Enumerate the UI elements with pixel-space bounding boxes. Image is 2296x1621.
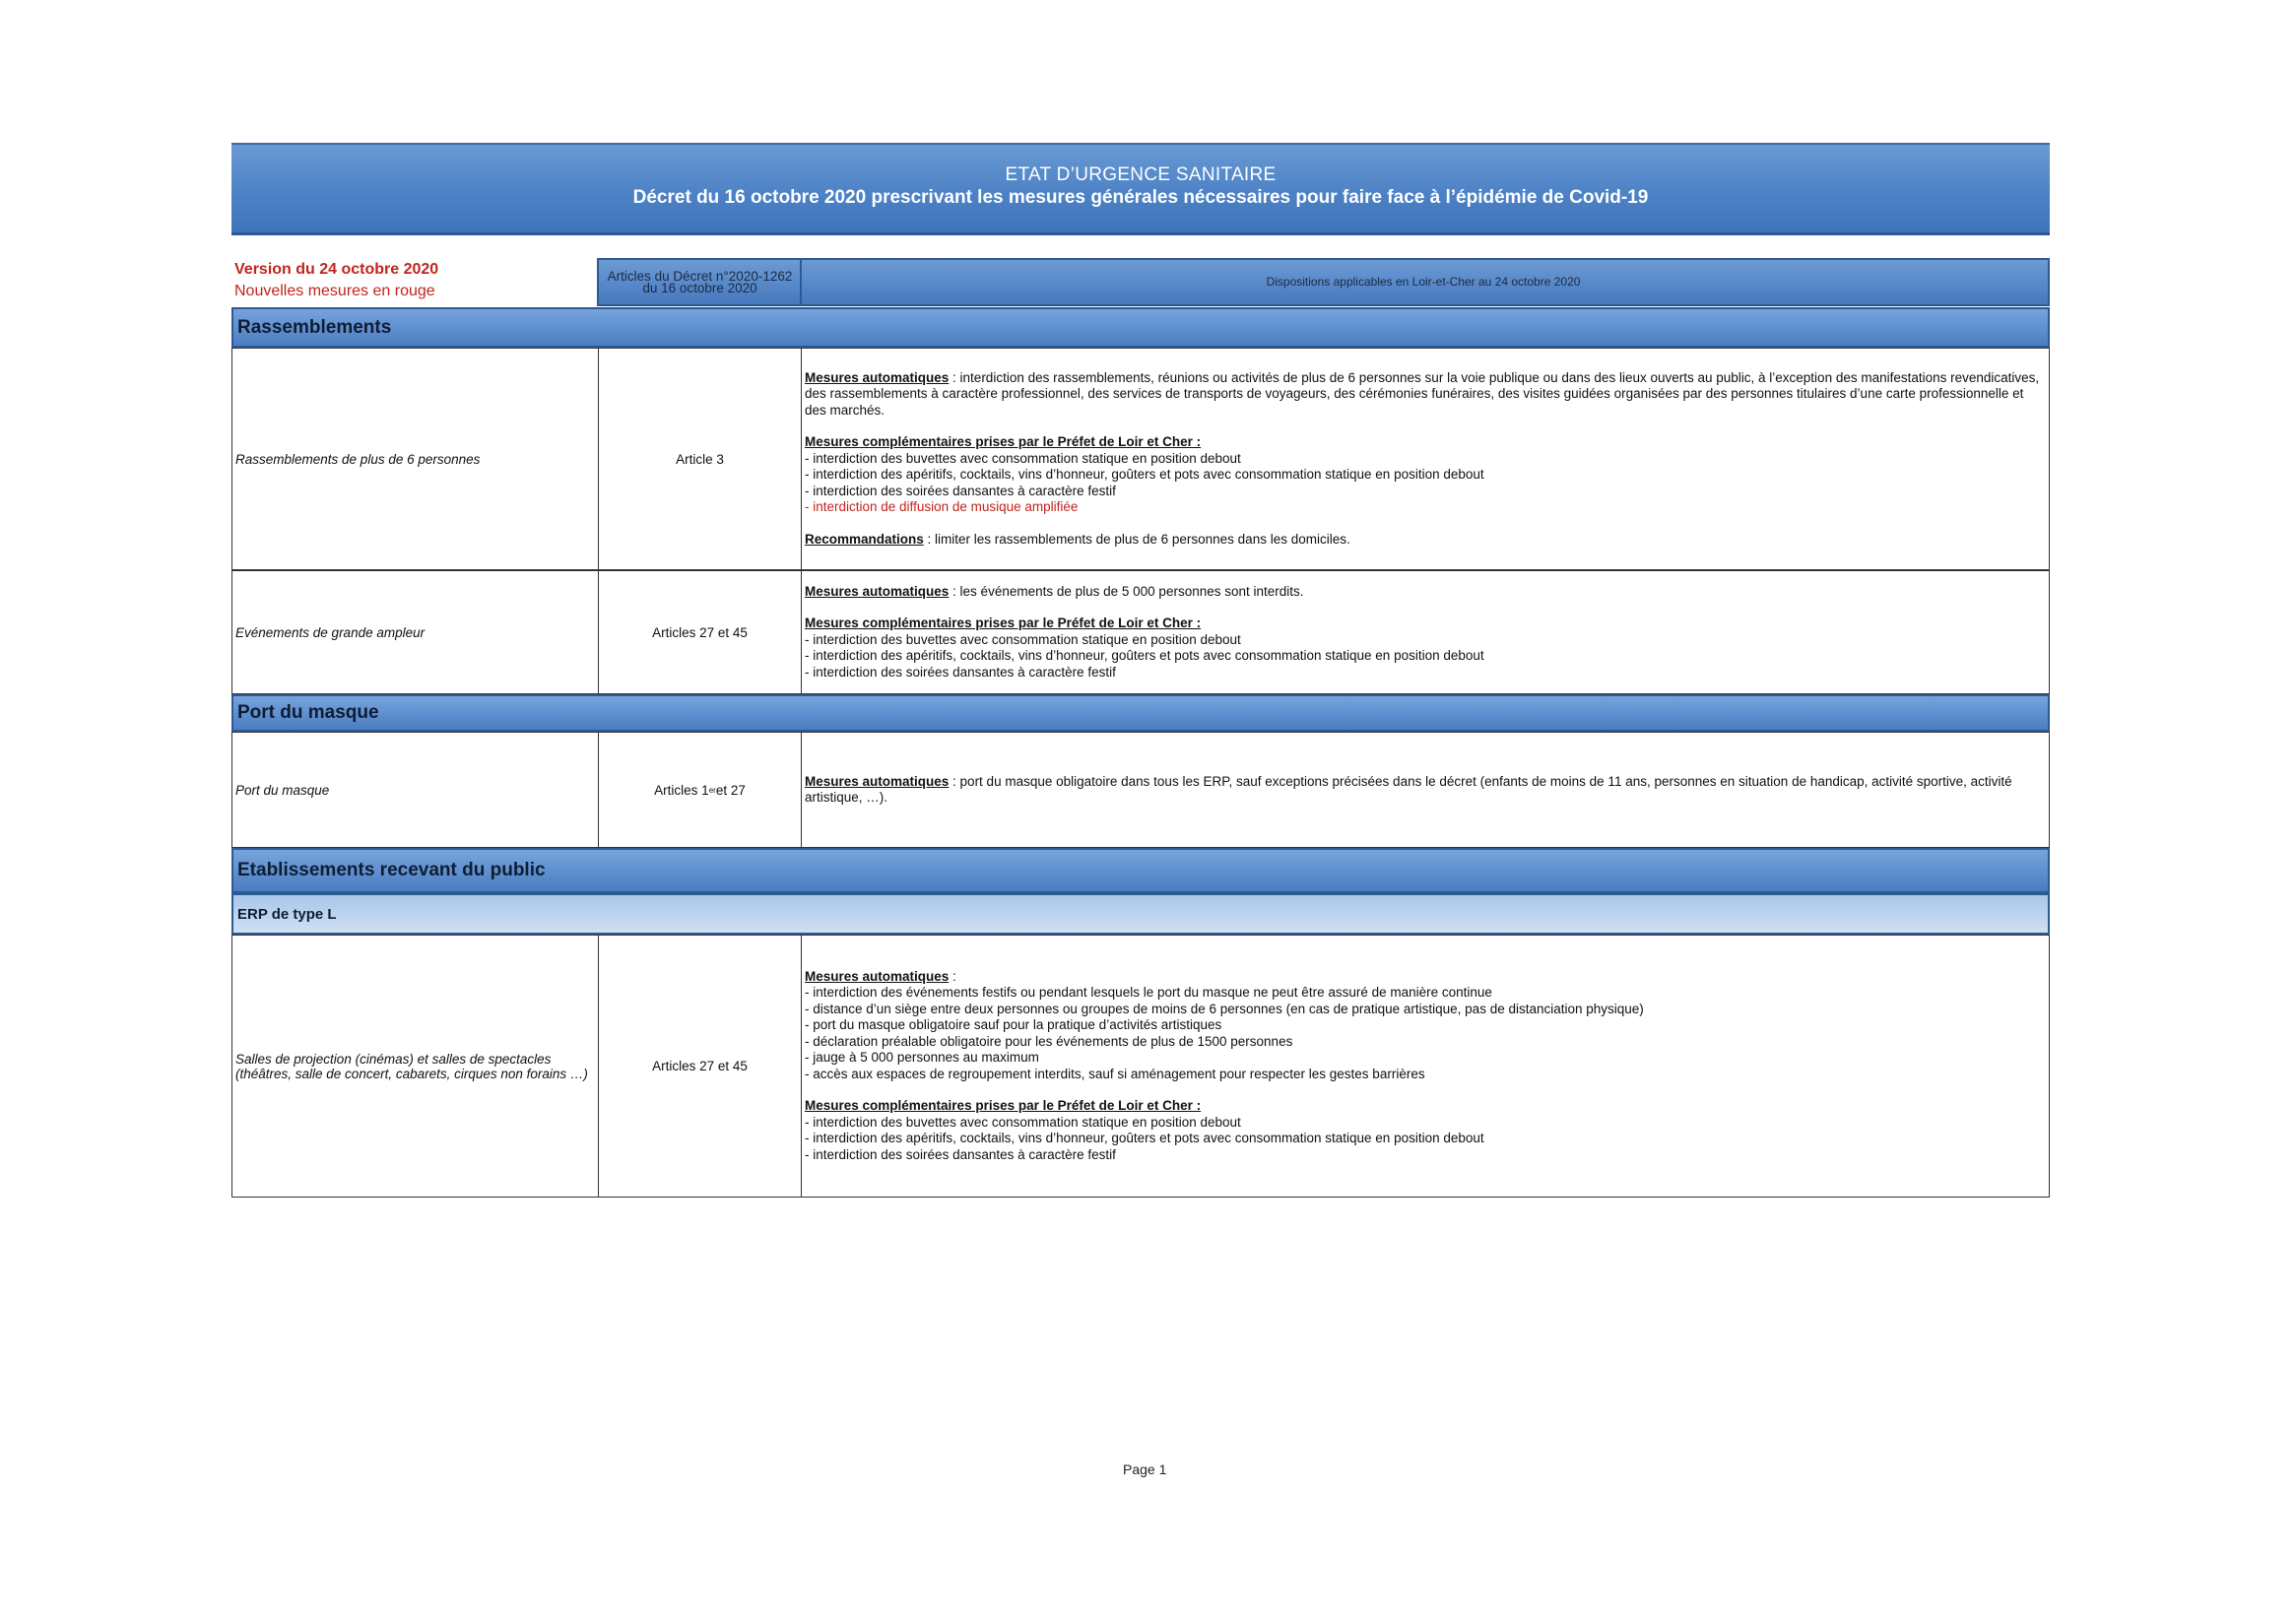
comp-item: - interdiction des apéritifs, cocktails, vins d’honneur, goûters et pots avec consommation statique en position debout (805, 1131, 1484, 1146)
version-date: Version du 24 octobre 2020 (234, 261, 439, 278)
comp-item: - interdiction des apéritifs, cocktails, vins d’honneur, goûters et pots avec consommation statique en position debout (805, 467, 1484, 483)
auto-item: - déclaration préalable obligatoire pour les événements de plus de 1500 personnes (805, 1033, 1293, 1049)
auto-measures-title: Mesures automatiques (805, 369, 950, 385)
comp-item: - interdiction des buvettes avec consommation statique en position debout (805, 631, 1241, 647)
row-label: Evénements de grande ampleur (232, 571, 599, 693)
section-port-masque: Port du masque (231, 694, 2050, 732)
row-dispositions (802, 571, 2049, 693)
table-row-port-masque (231, 732, 2050, 848)
recommendations-title: Recommandations (805, 531, 924, 547)
comp-item: - interdiction des buvettes avec consommation statique en position debout (805, 1114, 1241, 1130)
page-number: Page 1 (1123, 1461, 1167, 1477)
comp-item: - interdiction des soirées dansantes à caractère festif (805, 1146, 1116, 1162)
comp-item-new: - interdiction de diffusion de musique amplifiée (805, 499, 1079, 515)
auto-measures-text: : port du masque obligatoire dans tous les ERP, sauf exceptions précisées dans le décret (enfants de moins de 11 ans, personnes en situation de handicap, activité sportive, activité artistique, …). (805, 773, 2012, 805)
row-label: Port du masque (232, 733, 599, 847)
auto-measures-colon: : (949, 968, 956, 984)
header-articles: Articles du Décret n°2020-1262 du 16 octobre 2020 (597, 258, 802, 306)
auto-item: - port du masque obligatoire sauf pour la pratique d’activités artistiques (805, 1017, 1222, 1033)
auto-measures-text: : interdiction des rassemblements, réunions ou activités de plus de 6 personnes sur la voie publique ou dans des lieux ouverts au public, à l’exception des manifestations revendicatives, des rassemblements à caractère professionnel, des services de transports de voyageurs, des cérémonies funéraires, des visites guidées organisées par des personnes titulaires d’une carte professionnelle et des marchés. (805, 369, 2040, 418)
row-dispositions (802, 733, 2049, 847)
comp-item: - interdiction des buvettes avec consommation statique en position debout (805, 450, 1241, 466)
recommendations-text: : limiter les rassemblements de plus de 6 personnes dans les domiciles. (923, 531, 1350, 547)
row-article (599, 733, 802, 847)
comp-measures-title: Mesures complémentaires prises par le Préfet de Loir et Cher : (805, 1098, 1202, 1114)
article-suffix: et 27 (715, 782, 746, 798)
row-dispositions (802, 349, 2049, 569)
row-article: Articles 27 et 45 (599, 936, 802, 1197)
table-row-salles-spectacles (231, 935, 2050, 1198)
subsection-erp-type-l: ERP de type L (231, 893, 2050, 935)
auto-item: - interdiction des événements festifs ou pendant lesquels le port du masque ne peut être assuré de manière continue (805, 985, 1492, 1001)
comp-measures-title: Mesures complémentaires prises par le Préfet de Loir et Cher : (805, 616, 1202, 631)
auto-measures-title: Mesures automatiques (805, 583, 950, 599)
comp-item: - interdiction des soirées dansantes à caractère festif (805, 483, 1116, 498)
comp-item: - interdiction des apéritifs, cocktails, vins d’honneur, goûters et pots avec consommation statique en position debout (805, 648, 1484, 664)
auto-measures-text: : les événements de plus de 5 000 personnes sont interdits. (949, 583, 1304, 599)
comp-measures-title: Mesures complémentaires prises par le Préfet de Loir et Cher : (805, 434, 1202, 450)
row-article: Article 3 (599, 349, 802, 569)
article-prefix: Articles 1 (654, 782, 709, 798)
header-dispositions: Dispositions applicables en Loir-et-Cher au 24 octobre 2020 (800, 258, 2050, 306)
row-label: Rassemblements de plus de 6 personnes (232, 349, 599, 569)
auto-measures-title: Mesures automatiques (805, 968, 950, 984)
row-article: Articles 27 et 45 (599, 571, 802, 693)
banner-subtitle: Décret du 16 octobre 2020 prescrivant les mesures générales nécessaires pour faire face à l’épidémie de Covid-19 (632, 187, 1649, 208)
version-info (234, 259, 438, 302)
auto-measures-title: Mesures automatiques (805, 773, 950, 789)
auto-item: - accès aux espaces de regroupement interdits, sauf si aménagement pour respecter les gestes barrières (805, 1066, 1425, 1081)
table-row-evenements (231, 570, 2050, 694)
version-note: Nouvelles mesures en rouge (234, 283, 435, 299)
row-label: Salles de projection (cinémas) et salles de spectacles (théâtres, salle de concert, cabarets, cirques non forains …) (232, 936, 599, 1197)
section-erp: Etablissements recevant du public (231, 848, 2050, 893)
banner-title: ETAT D’URGENCE SANITAIRE (1005, 164, 1277, 185)
article-sup: er (708, 785, 716, 795)
row-dispositions (802, 936, 2049, 1197)
auto-item: - jauge à 5 000 personnes au maximum (805, 1050, 1039, 1066)
auto-item: - distance d’un siège entre deux personnes ou groupes de moins de 6 personnes (en cas de pratique artistique, pas de distanciation physique) (805, 1001, 1644, 1016)
comp-item: - interdiction des soirées dansantes à caractère festif (805, 664, 1116, 680)
document-banner (231, 143, 2050, 235)
table-row-rassemblements (231, 348, 2050, 570)
section-rassemblements: Rassemblements (231, 307, 2050, 348)
